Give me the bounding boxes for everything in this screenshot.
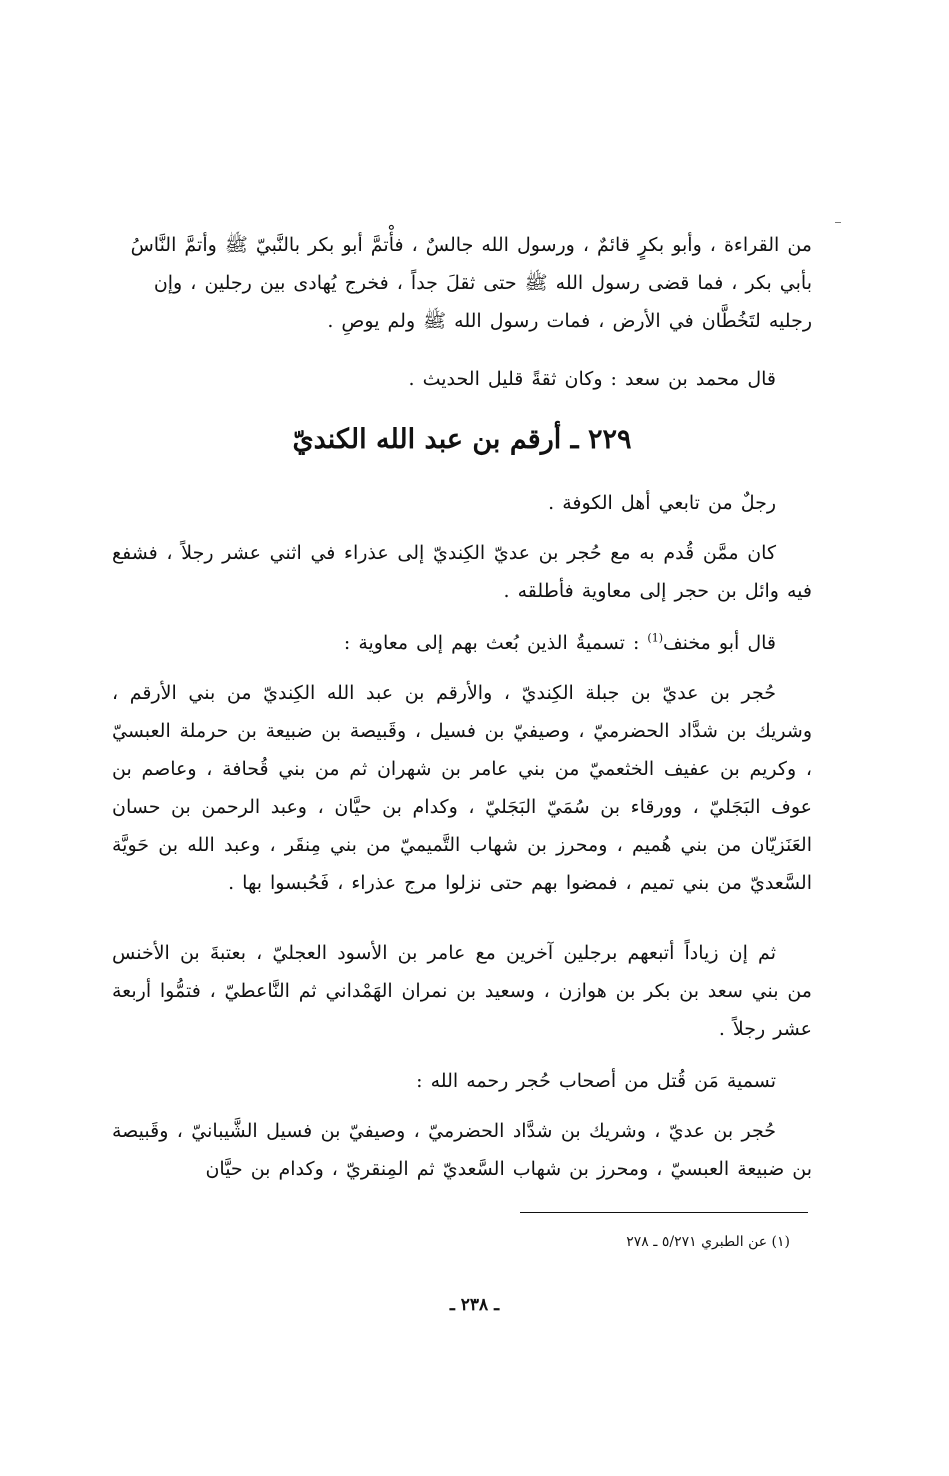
footnote: (١) عن الطبري ٥/٢٧١ ـ ٢٧٨ (626, 1234, 790, 1250)
top-paragraph (112, 226, 812, 340)
top-paragraph-line-1: من القراءة ، وأبو بكرٍ قائمٌ ، ورسول الله جالسٌ ، فأْتمَّ أبو بكر بالنَّبيّ ﷺ وأتمَّ النَّاسُ (130, 234, 812, 256)
footnote-reference: (1) (647, 631, 664, 645)
top-paragraph-line-2: بأبي بكر ، فما قضى رسول الله ﷺ حتى ثقلَ جداً ، فخرج يُهادى بين رجلين ، وإن (153, 272, 812, 294)
paragraph-ziyad: ثم إن زياداً أتبعهم برجلين آخرين مع عامر بن الأسود العجليّ ، بعتبةَ بن الأخنس من بني سعد بن بكر بن هوازن ، وسعيد بن نمران الهَمْداني ثم النَّاعطيّ ، فتمُّوا أربعة عشر رجلاً . (112, 942, 812, 1040)
paragraph-hujr-companion: كان ممَّن قُدم به مع حُجر بن عديّ الكِنديّ إلى عذراء في اثني عشر رجلاً ، فشفع فيه وائل بن حجر إلى معاوية فأطلقه . (112, 542, 812, 602)
abu-mikhnaf-text: قال أبو مخنف (663, 632, 776, 654)
intro-line: رجلٌ من تابعي أهل الكوفة . (548, 492, 776, 514)
paragraph-killed-names: حُجر بن عديّ ، وشريك بن شدَّاد الحضرميّ ، وصيفيّ بن فسيل الشَّيبانيّ ، وقَبيصة بن ضبيعة العبسيّ ، ومحرز بن شهاب السَّعديّ ثم المِنقريّ ، وكدام بن حيَّان (112, 1120, 812, 1180)
footnote-divider (520, 1212, 808, 1213)
page-number: ـ ٢٣٨ ـ (449, 1295, 500, 1315)
ibn-saad-quote: قال محمد بن سعد : وكان ثقةً قليل الحديث . (408, 368, 776, 390)
paragraph-abu-mikhnaf (112, 624, 812, 662)
scan-speck (835, 222, 841, 223)
top-paragraph-line-3: رجليه لتَخُطَّان في الأرض ، فمات رسول الله ﷺ ولم يوصِ . (327, 310, 812, 332)
paragraph-names-list: حُجر بن عديّ بن جبلة الكِنديّ ، والأرقم بن عبد الله الكِنديّ من بني الأرقم ، وشريك بن شدَّاد الحضرميّ ، وصيفيّ بن فسيل ، وقَبيصة بن ضبيعة بن حرملة العبسيّ ، وكريم بن عفيف الخثعميّ من بني عامر بن شهران ثم من بني قُحافة ، وعاصم بن عوف البَجَليّ ، وورقاء بن سُمَيّ البَجَليّ ، وكدام بن حيَّان ، وعبد الرحمن بن حسان العَنَزيّان من بني هُميم ، ومحرز بن شهاب التَّميميّ من بني مِنقَر ، وعبد الله بن حَويَّة السَّعديّ من بني تميم ، فمضوا بهم حتى نزلوا مرج عذراء ، فَحُبسوا بها . (112, 682, 812, 894)
abu-mikhnaf-text-rest: : تسميةُ الذين بُعث بهم إلى معاوية : (343, 632, 648, 654)
paragraph-killed-title: تسمية مَن قُتل من أصحاب حُجر رحمه الله : (416, 1070, 776, 1092)
entry-heading: ٢٢٩ ـ أرقم بن عبد الله الكنديّ (292, 424, 632, 455)
